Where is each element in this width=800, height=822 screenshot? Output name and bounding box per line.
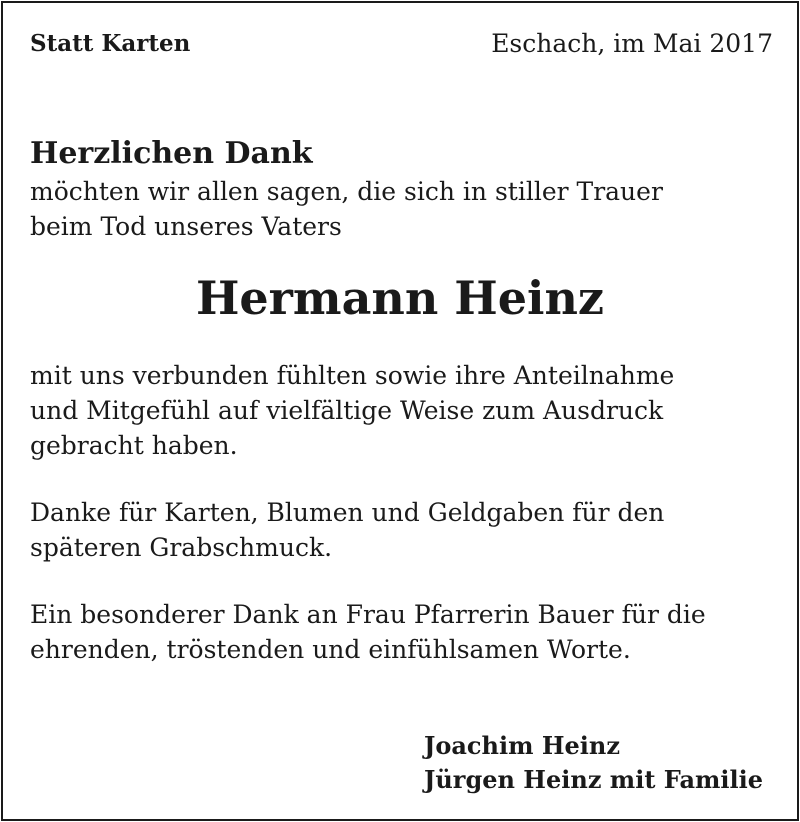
signature-joachim: Joachim Heinz — [424, 731, 620, 760]
gifts-paragraph — [30, 495, 664, 565]
pastor-thanks-paragraph — [30, 597, 706, 667]
pastor-thanks-line-2: ehrenden, tröstenden und einfühlsamen Worte. — [30, 635, 631, 664]
condolence-paragraph — [30, 358, 674, 463]
intro-paragraph — [30, 174, 663, 244]
thank-you-notice — [1, 1, 799, 821]
intro-line-1: möchten wir allen sagen, die sich in stiller Trauer — [30, 177, 663, 206]
intro-line-2: beim Tod unseres Vaters — [30, 212, 342, 241]
signature-juergen-family: Jürgen Heinz mit Familie — [424, 765, 764, 794]
pastor-thanks-line-1: Ein besonderer Dank an Frau Pfarrerin Bauer für die — [30, 600, 706, 629]
header-place-date: Eschach, im Mai 2017 — [491, 29, 773, 58]
condolence-line-3: gebracht haben. — [30, 431, 238, 460]
gifts-line-2: späteren Grabschmuck. — [30, 533, 333, 562]
gifts-line-1: Danke für Karten, Blumen und Geldgaben für den — [30, 498, 665, 527]
condolence-line-1: mit uns verbunden fühlten sowie ihre Anteilnahme — [30, 361, 675, 390]
condolence-line-2: und Mitgefühl auf vielfältige Weise zum Ausdruck — [30, 396, 664, 425]
thanks-heading: Herzlichen Dank — [30, 136, 313, 171]
deceased-name: Hermann Heinz — [195, 271, 605, 325]
header-left-text: Statt Karten — [30, 30, 191, 57]
